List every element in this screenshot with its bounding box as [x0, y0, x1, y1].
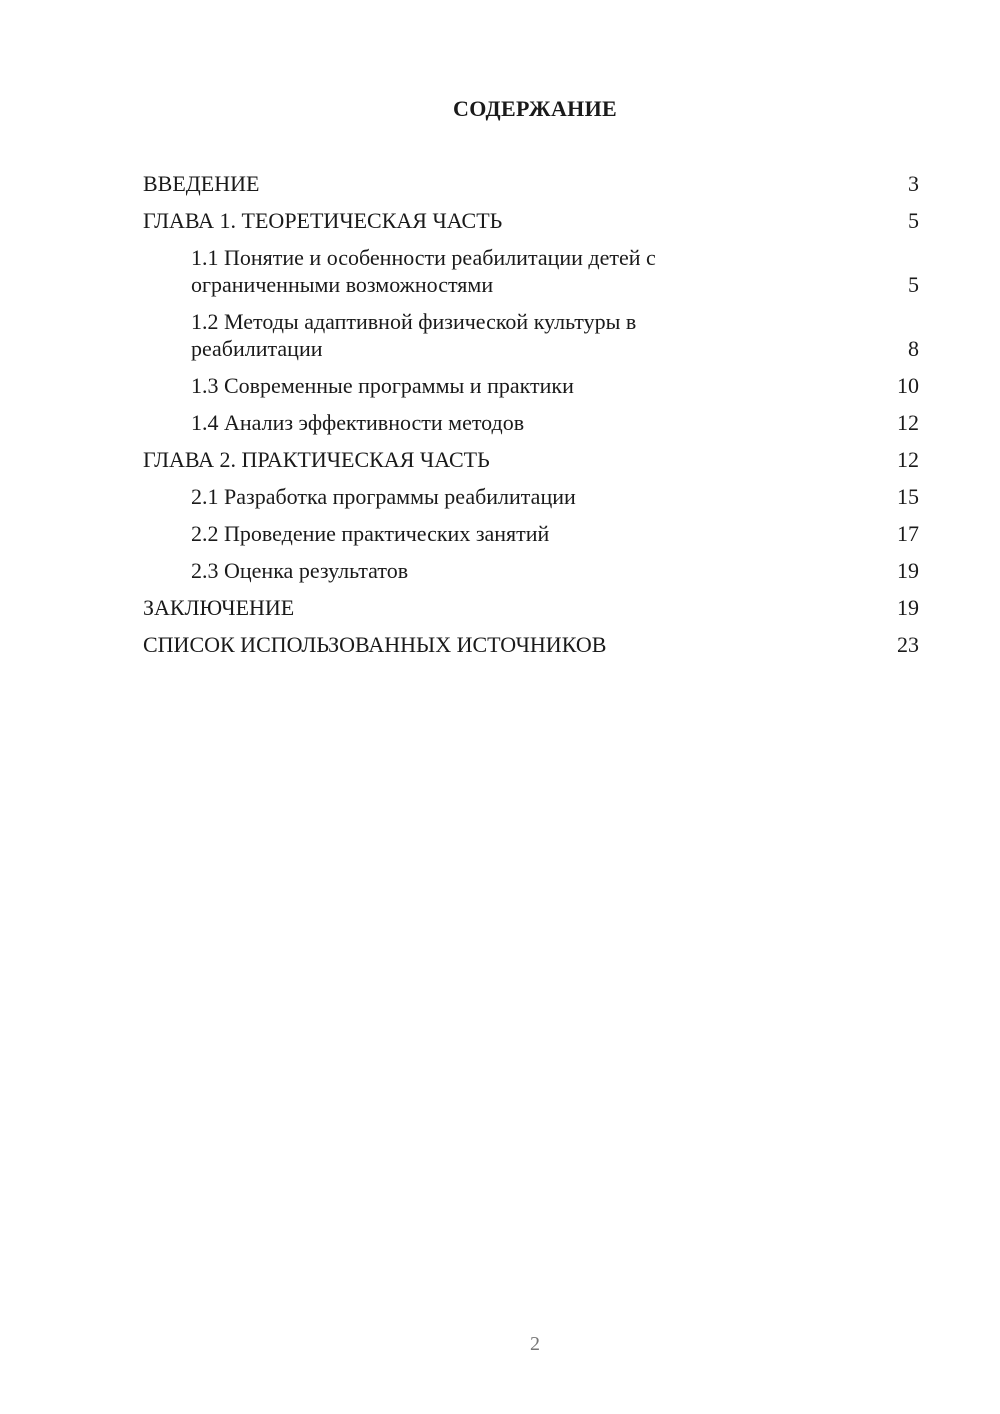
toc-entry-section-1-3 — [143, 372, 919, 399]
toc-entry-label: СПИСОК ИСПОЛЬЗОВАННЫХ ИСТОЧНИКОВ — [143, 632, 607, 657]
toc-entry-conclusion — [143, 594, 919, 622]
page-number: 2 — [530, 1333, 540, 1355]
toc-entry-page: 19 — [897, 558, 919, 583]
toc-entry-label: 2.2 Проведение практических занятий — [191, 521, 550, 546]
toc-entry-label: ГЛАВА 2. ПРАКТИЧЕСКАЯ ЧАСТЬ — [143, 447, 490, 472]
toc-entry-label: 1.2 Методы адаптивной физической культуры в реабилитации — [191, 309, 637, 361]
toc-entry-page: 12 — [897, 410, 919, 435]
toc-heading: СОДЕРЖАНИЕ — [453, 96, 617, 121]
table-of-contents — [143, 170, 919, 668]
toc-entry-page: 8 — [908, 336, 919, 361]
toc-entry-section-1-4 — [143, 409, 919, 436]
toc-entry-section-1-2 — [143, 308, 919, 362]
toc-entry-label: 1.4 Анализ эффективности методов — [191, 410, 525, 435]
toc-entry-page: 23 — [897, 632, 919, 657]
toc-entry-page: 5 — [908, 208, 919, 233]
toc-entry-label: 1.3 Современные программы и практики — [191, 373, 574, 398]
toc-entry-page: 15 — [897, 484, 919, 509]
toc-entry-label: ГЛАВА 1. ТЕОРЕТИЧЕСКАЯ ЧАСТЬ — [143, 208, 503, 233]
toc-entry-page: 17 — [897, 521, 919, 546]
toc-entry-label: 2.3 Оценка результатов — [191, 558, 409, 583]
toc-entry-section-2-3 — [143, 557, 919, 584]
toc-entry-page: 5 — [908, 272, 919, 297]
toc-entry-section-2-1 — [143, 483, 919, 510]
toc-entry-chapter-1 — [143, 207, 919, 235]
toc-entry-page: 12 — [897, 447, 919, 472]
toc-entry-page: 19 — [897, 595, 919, 620]
toc-entry-chapter-2 — [143, 446, 919, 474]
toc-entry-section-2-2 — [143, 520, 919, 547]
toc-entry-references — [143, 631, 919, 659]
toc-entry-label: 2.1 Разработка программы реабилитации — [191, 484, 576, 509]
toc-entry-label: ВВЕДЕНИЕ — [143, 171, 260, 196]
toc-entry-page: 10 — [897, 373, 919, 398]
toc-entry-introduction — [143, 170, 919, 198]
toc-entry-label: 1.1 Понятие и особенности реабилитации детей с ограниченными возможностями — [191, 245, 656, 297]
toc-entry-label: ЗАКЛЮЧЕНИЕ — [143, 595, 295, 620]
toc-entry-page: 3 — [908, 171, 919, 196]
toc-entry-section-1-1 — [143, 244, 919, 298]
